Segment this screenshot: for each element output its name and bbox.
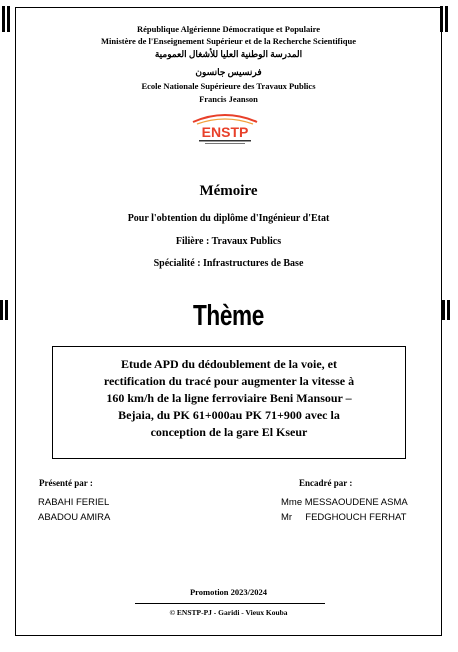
supervisor-name: Mme MESSAOUDENE ASMA [281, 497, 408, 508]
subject-line: rectification du tracé pour augmenter la vitesse à [103, 374, 355, 388]
supervised-by-label: Encadré par : [299, 478, 353, 488]
school-name-arabic: المدرسة الوطنية العليا للأشغال العمومية [154, 49, 303, 59]
logo-wordmark: ENSTP [201, 124, 249, 140]
school-name: Ecole Nationale Supérieure des Travaux Publics [141, 81, 316, 91]
subject-text [53, 356, 405, 441]
student-name: ABADOU AMIRA [38, 512, 111, 523]
founder-name: Francis Jeanson [199, 94, 258, 104]
republic-title: République Algérienne Démocratique et Populaire [136, 24, 321, 34]
subject-line: 160 km/h de la ligne ferroviaire Beni Mansour – [106, 391, 352, 405]
subject-line: Bejaia, du PK 61+000au PK 71+900 avec la [118, 408, 340, 422]
enstp-logo [185, 112, 265, 148]
side-ornament-left [0, 300, 12, 326]
subject-line: Etude APD du dédoublement de la voie, et [120, 357, 337, 371]
presented-by-label: Présenté par : [39, 478, 93, 488]
specialite: Spécialité : Infrastructures de Base [153, 258, 304, 269]
subject-box [52, 346, 406, 459]
footer-divider [135, 603, 325, 604]
side-ornament-right [442, 300, 454, 326]
document-type: Mémoire [199, 183, 258, 199]
student-name: RABAHI FERIEL [38, 497, 110, 508]
filiere: Filière : Travaux Publics [175, 236, 282, 247]
document-purpose: Pour l'obtention du diplôme d'Ingénieur d'Etat [127, 213, 330, 224]
corner-ornament-top-left [2, 6, 14, 32]
promotion: Promotion 2023/2024 [189, 587, 268, 597]
ministry-title: Ministère de l'Enseignement Supérieur et de la Recherche Scientifique [101, 36, 356, 46]
footer-text: © ENSTP-PJ - Garidi - Vieux Kouba [169, 608, 288, 617]
theme-heading: Thème [193, 300, 264, 332]
founder-name-arabic: فرنسيس جانسون [195, 67, 262, 77]
subject-line: conception de la gare El Kseur [150, 425, 308, 439]
supervisor-name: Mr FEDGHOUCH FERHAT [281, 512, 407, 523]
